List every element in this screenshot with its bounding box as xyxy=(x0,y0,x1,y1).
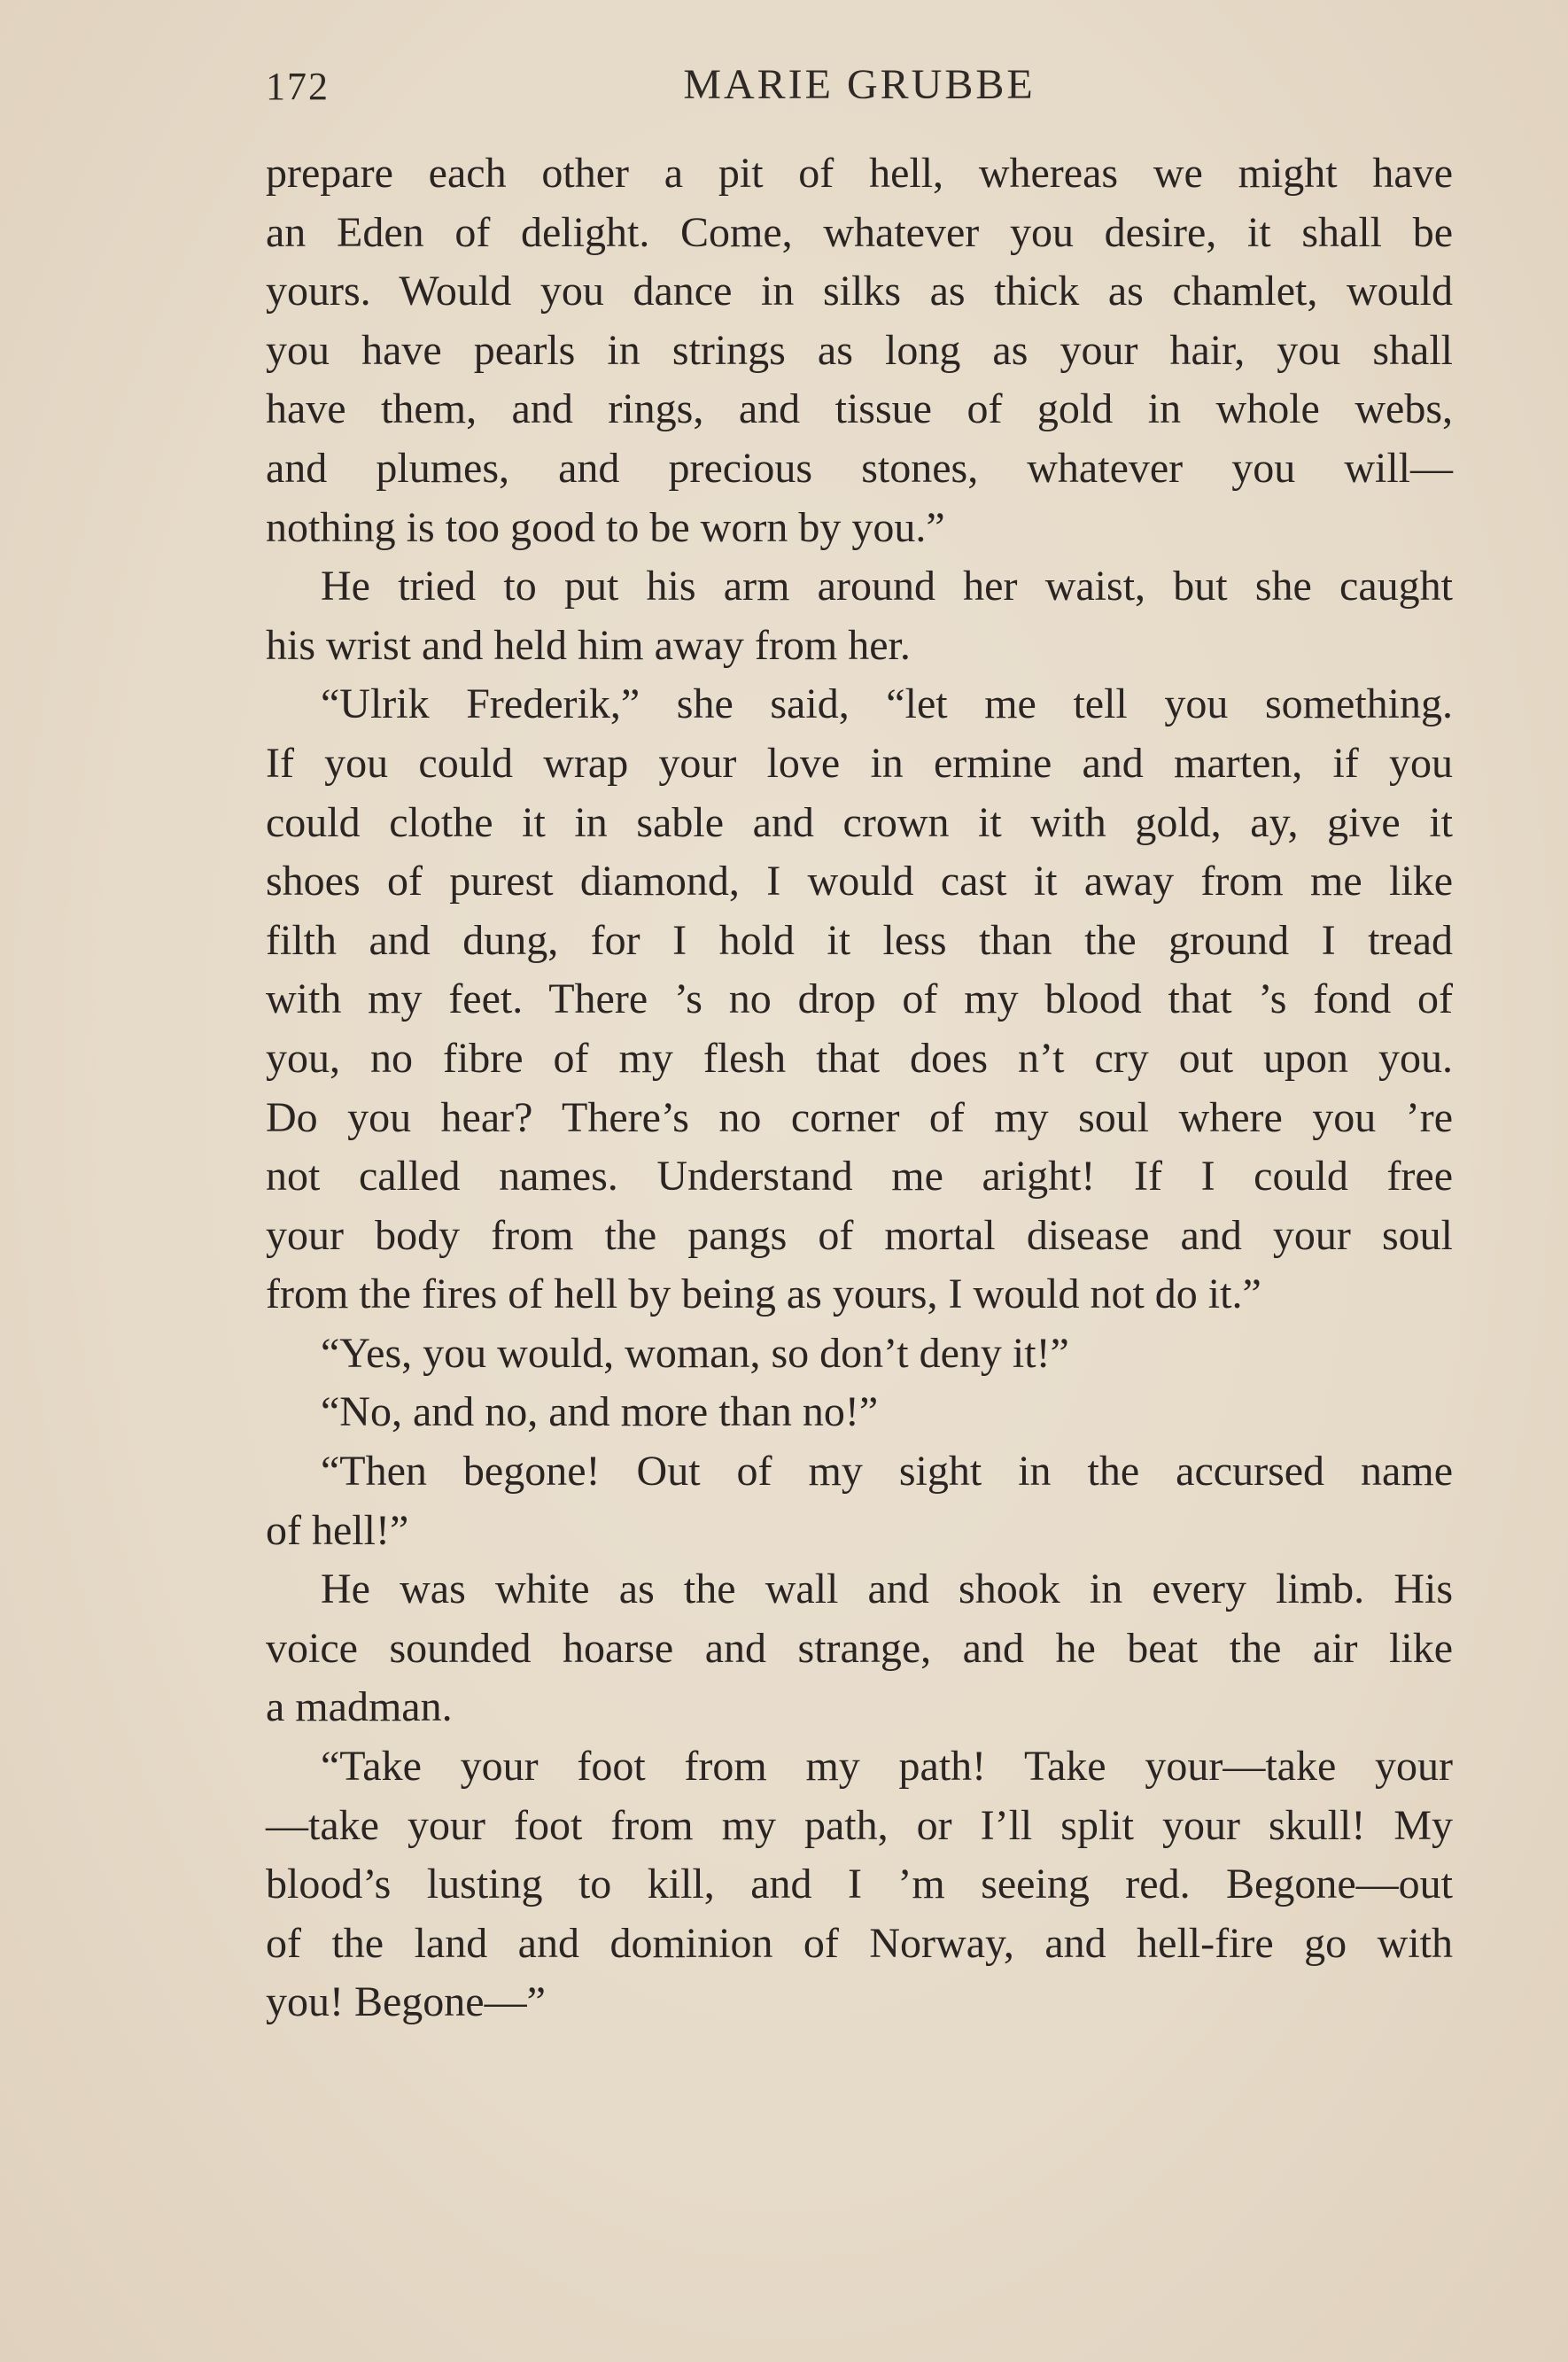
book-title: MARIE GRUBBE xyxy=(683,61,1036,108)
text-line: of hell!” xyxy=(266,1506,409,1554)
text-line: “Ulrik Frederik,” she said, “let me tell you something. xyxy=(321,680,1453,728)
text-line: from the fires of hell by being as yours, I would not do it.” xyxy=(266,1270,1261,1318)
text-line: yours. Would you dance in silks as thick as chamlet, would xyxy=(266,268,1453,315)
text-line: He was white as the wall and shook in every limb. His xyxy=(321,1566,1453,1613)
text-line: “Yes, you would, woman, so don’t deny it!” xyxy=(321,1329,1069,1377)
text-line: filth and dung, for I hold it less than the ground I tread xyxy=(266,916,1453,964)
text-line: could clothe it in sable and crown it with gold, ay, give it xyxy=(266,798,1453,846)
text-line: you, no fibre of my flesh that does n’t cry out upon you. xyxy=(266,1034,1453,1082)
text-line: “Then begone! Out of my sight in the accursed name xyxy=(321,1448,1453,1496)
text-line: your body from the pangs of mortal disease and your soul xyxy=(266,1211,1453,1259)
paragraph xyxy=(266,675,1453,1325)
page-number: 172 xyxy=(266,65,330,108)
paragraph xyxy=(266,557,1453,675)
text-line: voice sounded hoarse and strange, and he beat the air like xyxy=(266,1624,1453,1672)
text-line: prepare each other a pit of hell, whereas we might have xyxy=(266,150,1453,197)
text-line: have them, and rings, and tissue of gold in whole webs, xyxy=(266,385,1453,433)
text-line: his wrist and held him away from her. xyxy=(266,621,911,669)
text-line: nothing is too good to be worn by you.” xyxy=(266,503,945,551)
text-line: Do you hear? There’s no corner of my soul where you ’re xyxy=(266,1093,1453,1141)
text-line: of the land and dominion of Norway, and hell-fire go with xyxy=(266,1919,1453,1967)
text-line: and plumes, and precious stones, whatever you will— xyxy=(266,444,1453,492)
text-line: you! Begone—” xyxy=(266,1978,546,2026)
text-line: an Eden of delight. Come, whatever you desire, it shall be xyxy=(266,208,1453,256)
paragraph xyxy=(266,1442,1453,1560)
text-line: blood’s lusting to kill, and I ’m seeing red. Begone—out xyxy=(266,1861,1453,1908)
paragraph xyxy=(266,1325,1453,1384)
text-line: a madman. xyxy=(266,1683,453,1731)
text-line: not called names. Understand me aright! If I could free xyxy=(266,1153,1453,1200)
text-line: “No, and no, and more than no!” xyxy=(321,1388,879,1436)
paragraph xyxy=(266,144,1453,557)
text-line: you have pearls in strings as long as your hair, you shall xyxy=(266,326,1453,374)
body-text xyxy=(266,144,1453,2032)
text-line: shoes of purest diamond, I would cast it away from me like xyxy=(266,858,1453,905)
text-line: —take your foot from my path, or I’ll split your skull! My xyxy=(266,1801,1453,1849)
paragraph xyxy=(266,1737,1453,2032)
paragraph xyxy=(266,1383,1453,1442)
text-line: “Take your foot from my path! Take your—take your xyxy=(321,1743,1453,1791)
text-line: If you could wrap your love in ermine and marten, if you xyxy=(266,739,1453,787)
paragraph xyxy=(266,1560,1453,1737)
text-line: with my feet. There ’s no drop of my blood that ’s fond of xyxy=(266,975,1453,1023)
running-head xyxy=(266,55,1453,117)
text-line: He tried to put his arm around her waist, but she caught xyxy=(321,563,1453,610)
